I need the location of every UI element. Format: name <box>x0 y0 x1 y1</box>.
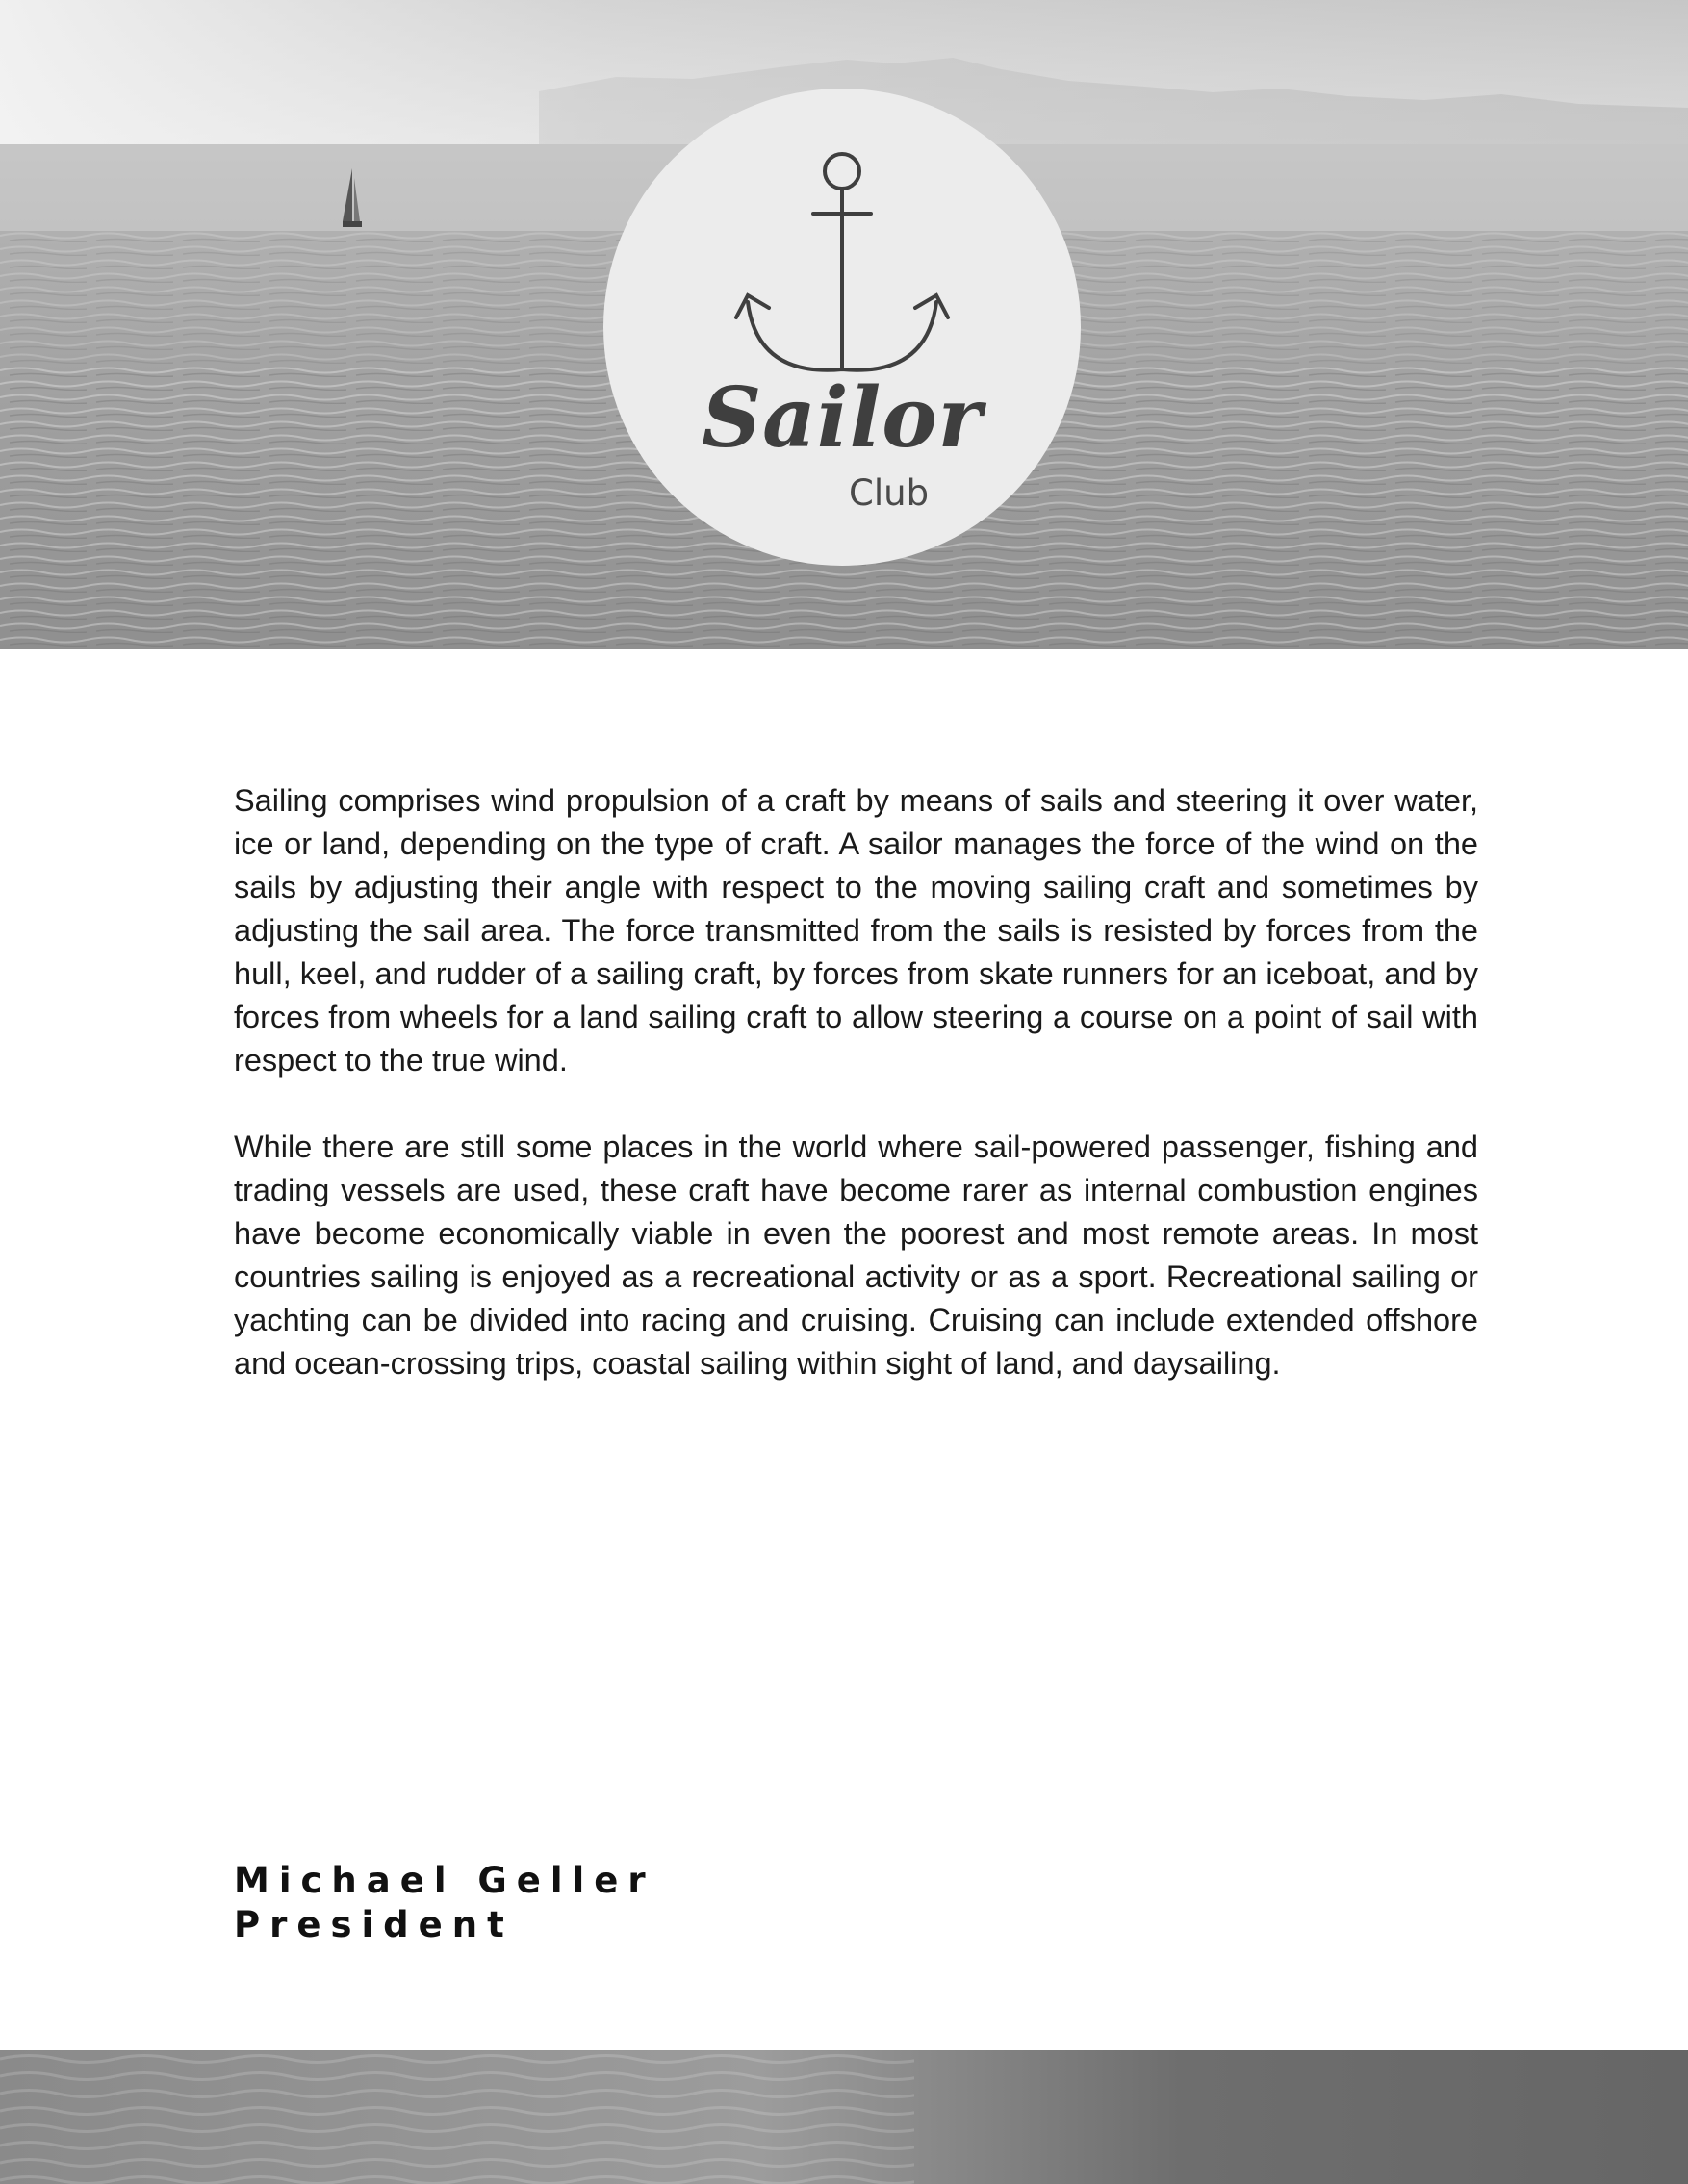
paragraph: While there are still some places in the world where sail-powered passenger, fishing and trading vessels are used, these craft have become rarer as internal combustion engines have become economically viable in even the poorest and most remote areas. In most countries sailing is enjoyed as a recreational activity or as a sport. Recreational sailing or yachting can be divided into racing and cruising. Cruising can include extended offshore and ocean-crossing trips, coastal sailing within sight of land, and daysailing. <box>234 1130 1478 1381</box>
footer-band <box>0 2050 1688 2184</box>
footer-sea-photo <box>0 2050 1688 2184</box>
logo-subtitle: Club <box>849 472 930 514</box>
signature-block <box>234 1859 655 1947</box>
anchor-icon <box>603 89 1081 566</box>
letter-body <box>234 779 1478 1429</box>
logo-title: Sailor <box>702 369 983 467</box>
paragraph: Sailing comprises wind propulsion of a craft by means of sails and steering it over water, ice or land, depending on the type of craft. A sailor manages the force of the wind on the sails by adjusting their angle with respect to the moving sailing craft and sometimes by adjusting the sail area. The force transmitted from the sails is resisted by forces from the hull, keel, and rudder of a sailing craft, by forces from skate runners for an iceboat, and by forces from wheels for a land sailing craft to allow steering a course on a point of sail with respect to the true wind. <box>234 783 1478 1078</box>
signer-name: Michael Geller <box>234 1860 655 1901</box>
logo-badge <box>603 89 1081 566</box>
header-banner <box>0 0 1688 649</box>
signer-role: President <box>234 1904 514 1945</box>
